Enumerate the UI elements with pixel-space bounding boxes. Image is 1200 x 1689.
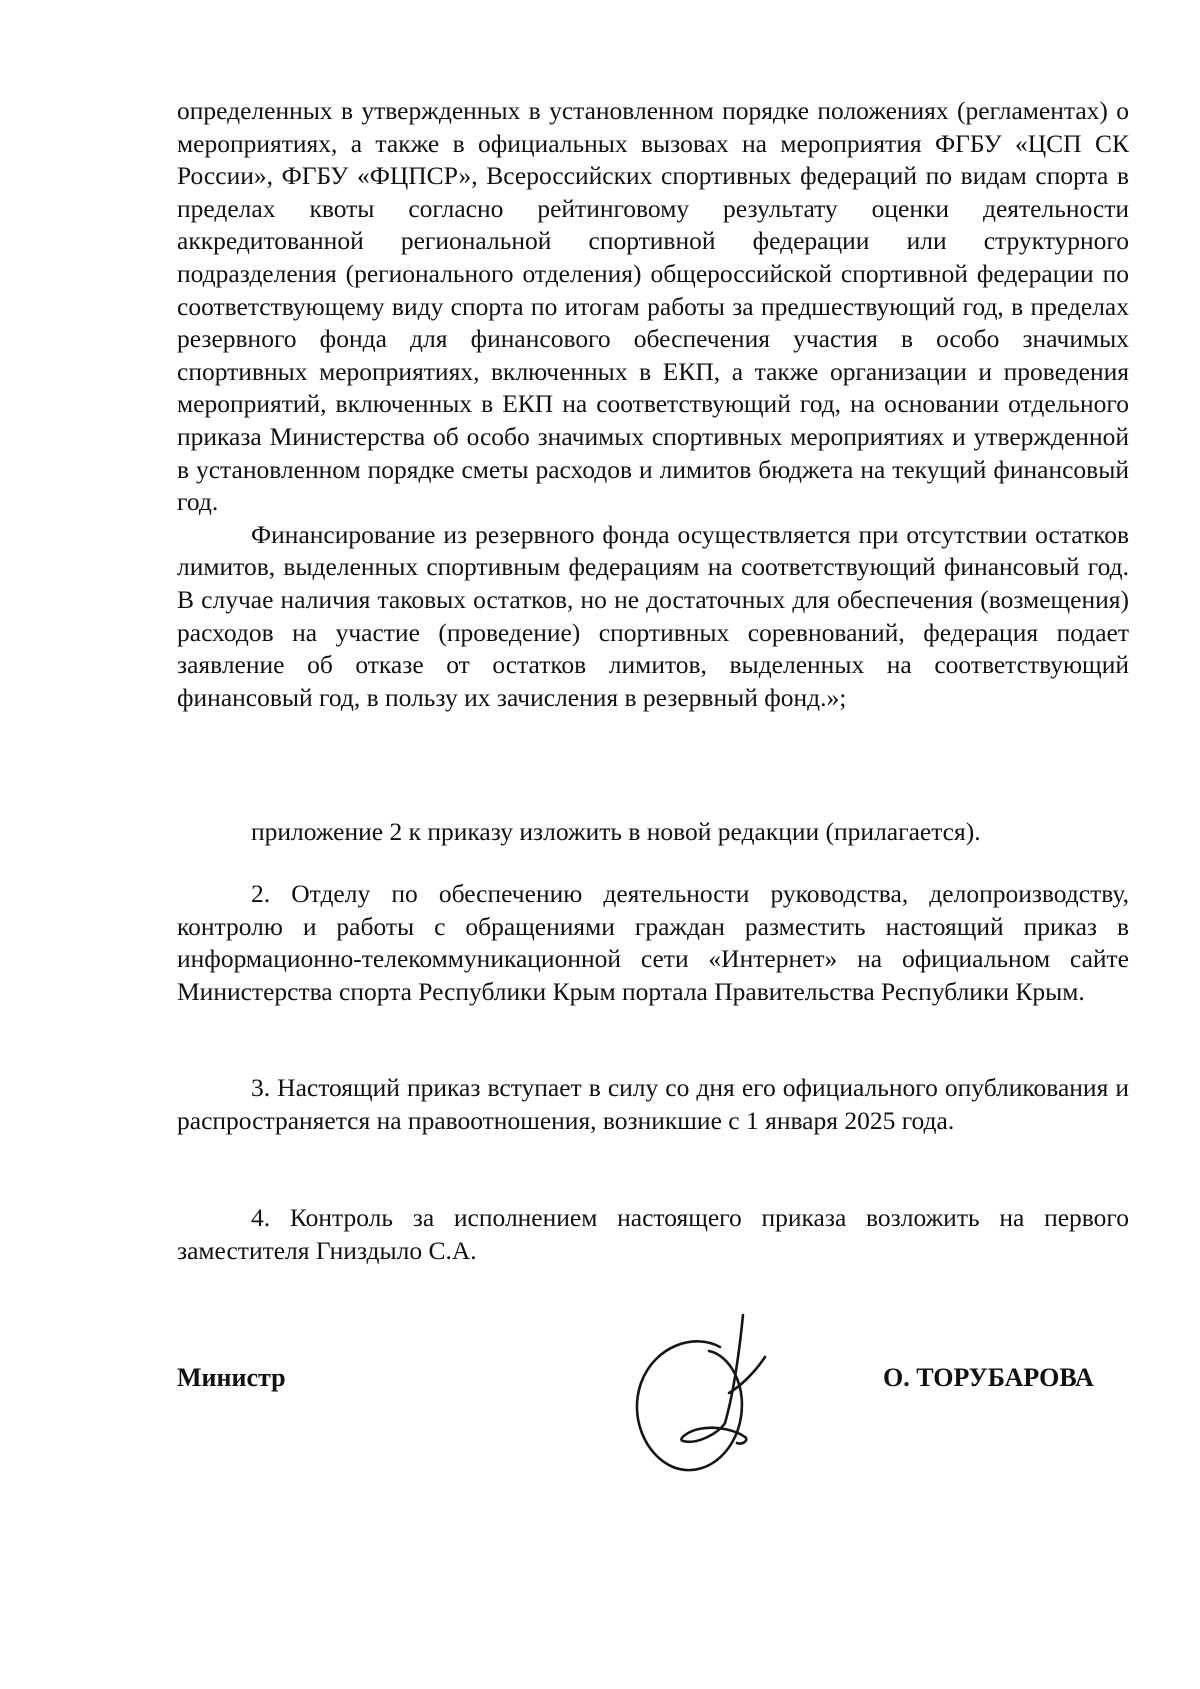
item-3-block [177, 1072, 1129, 1137]
paragraph-reserve-fund: Финансирование из резервного фонда осуществляется при отсутствии остатков лимитов, выделенных спортивным федерациям на соответствующий финансовый год. В случае наличия таковых остатков, но не достаточных для обеспечения (возмещения) расходов на участие (проведение) спортивных соревнований, федерация подает заявление об отказе от остатков лимитов, выделенных на соответствующий финансовый год, в пользу их зачисления в резервный фонд.»; [177, 519, 1129, 712]
item-4-block [177, 1202, 1129, 1267]
signatory-name: О. ТОРУБАРОВА [883, 1363, 1094, 1392]
order-item-3: 3. Настоящий приказ вступает в силу со дня его официального опубликования и распространяется на правоотношения, возникшие с 1 января 2025 года. [177, 1073, 1129, 1135]
signatory-title: Министр [177, 1363, 286, 1392]
item-2-block [177, 878, 1129, 1008]
paragraph-appendix: приложение 2 к приказу изложить в новой редакции (прилагается). [251, 817, 981, 846]
order-item-4: 4. Контроль за исполнением настоящего приказа возложить на первого заместителя Гниздыло С.А. [177, 1203, 1129, 1265]
handwritten-signature [625, 1305, 855, 1485]
paragraph-continuation-block [177, 95, 1129, 714]
paragraph-continuation: определенных в утвержденных в установленном порядке положениях (регламентах) о мероприятиях, а также в официальных вызовах на мероприятия ФГБУ «ЦСП СК России», ФГБУ «ФЦПСР», Всероссийских спортивных федераций по видам спорта в пределах квоты согласно рейтинговому результату оценки деятельности аккредитованной региональной спортивной федерации или структурного подразделения (регионального отделения) общероссийской спортивной федерации по соответствующему виду спорта по итогам работы за предшествующий год, в пределах резервного фонда для финансового обеспечения участия в особо значимых спортивных мероприятиях, включенных в ЕКП, а также организации и проведения мероприятий, включенных в ЕКП на соответствующий год, на основании отдельного приказа Министерства об особо значимых спортивных мероприятиях и утвержденной в установленном порядке сметы расходов и лимитов бюджета на текущий финансовый год. [177, 96, 1129, 517]
order-item-2: 2. Отделу по обеспечению деятельности руководства, делопроизводству, контролю и работы с обращениями граждан разместить настоящий приказ в информационно-телекоммуникационной сети «Интернет» на официальном сайте Министерства спорта Республики Крым портала Правительства Республики Крым. [177, 879, 1129, 1006]
paragraph-appendix-block [177, 816, 1129, 849]
